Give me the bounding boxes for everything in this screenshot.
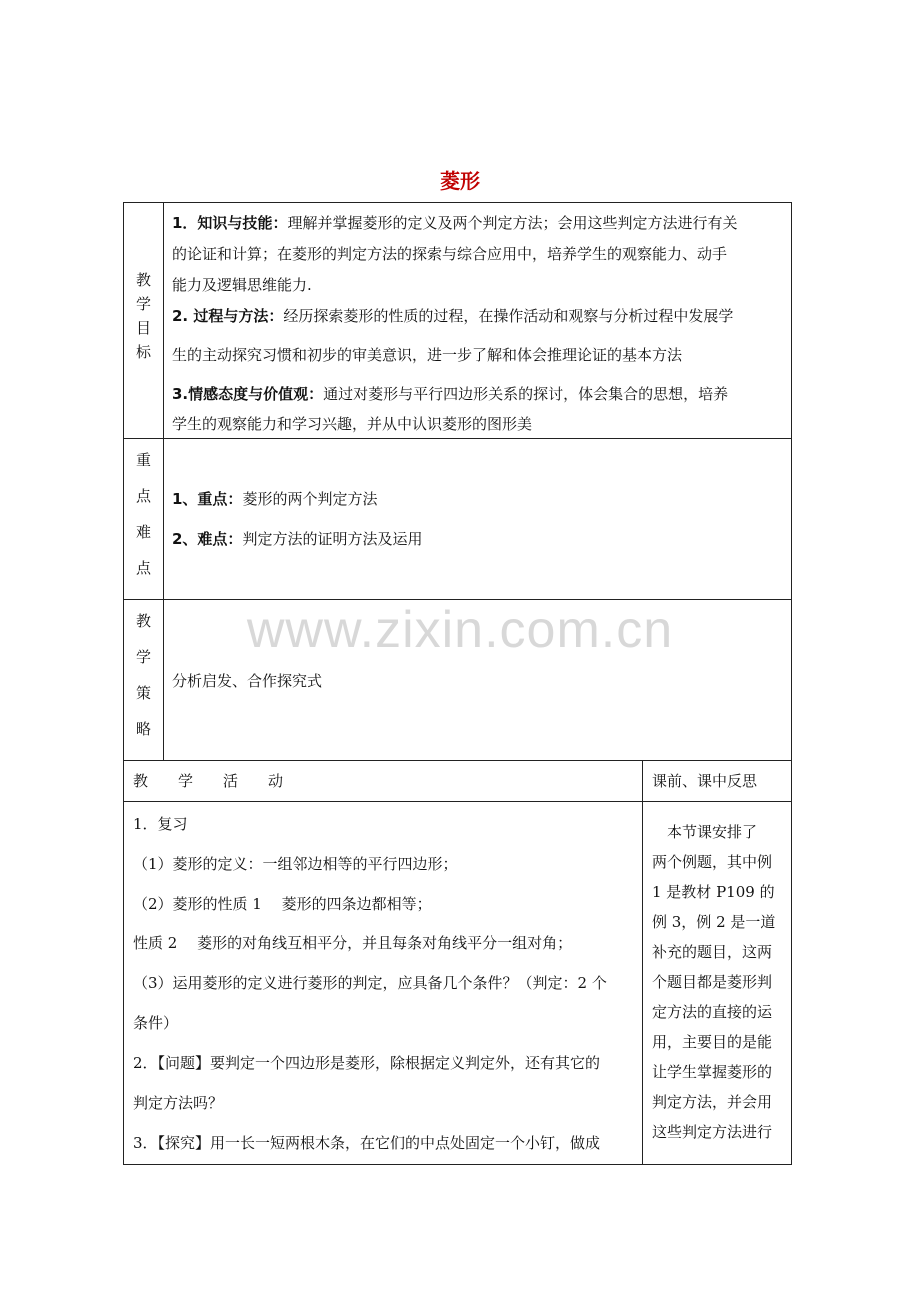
key-point-1 — [172, 489, 377, 509]
label-char: 教 — [135, 271, 151, 289]
objective-1-heading: 1．知识与技能： — [172, 214, 288, 232]
reflection-column-divider — [642, 760, 643, 1165]
row-divider-3 — [123, 760, 792, 761]
reflection-line: 定方法的直接的运 — [652, 1003, 773, 1021]
table-border-bottom — [123, 1164, 792, 1165]
reflection-line: 让学生掌握菱形的 — [652, 1063, 773, 1081]
strategy-text: 分析启发、合作探究式 — [172, 672, 323, 690]
label-char: 标 — [135, 343, 151, 361]
objective-3-line-1 — [172, 384, 728, 404]
key-points-label — [124, 442, 163, 586]
objectives-label — [124, 262, 163, 370]
objective-3-heading: 3.情感态度与价值观： — [172, 385, 324, 403]
watermark: www.zixin.com.cn — [246, 601, 674, 659]
objective-3-text: 通过对菱形与平行四边形关系的探讨，体会集合的思想，培养 — [323, 385, 729, 403]
reflection-line: 补充的题目，这两 — [652, 943, 773, 961]
reflection-line: 个题目都是菱形判 — [652, 973, 773, 991]
key-point-2 — [172, 529, 422, 549]
key-point-1-text: 菱形的两个判定方法 — [242, 490, 378, 508]
objective-1-line-3: 能力及逻辑思维能力. — [172, 276, 312, 294]
label-char: 点 — [135, 487, 151, 505]
row-divider-4 — [123, 801, 792, 802]
activity-line: （2）菱形的性质 1 菱形的四条边都相等； — [133, 895, 432, 913]
reflection-line: 1 是教材 P109 的 — [652, 883, 775, 901]
activity-line: 判定方法吗？ — [133, 1094, 224, 1112]
objective-1-text: 理解并掌握菱形的定义及两个判定方法；会用这些判定方法进行有关 — [287, 214, 738, 232]
key-point-1-heading: 1、重点： — [172, 490, 243, 508]
label-column-divider — [163, 202, 164, 760]
reflection-line: 本节课安排了 — [652, 823, 758, 841]
key-point-2-heading: 2、难点： — [172, 530, 243, 548]
activity-line: （3）运用菱形的定义进行菱形的判定，应具备几个条件？（判定：2 个 — [133, 974, 607, 992]
objective-3-line-2: 学生的观察能力和学习兴趣，并从中认识菱形的图形美 — [172, 415, 533, 433]
objective-2-line-1 — [172, 306, 733, 326]
reflection-header: 课前、课中反思 — [652, 772, 758, 790]
strategy-label — [124, 603, 163, 747]
row-divider-2 — [123, 599, 792, 600]
activity-line: （1）菱形的定义：一组邻边相等的平行四边形； — [133, 855, 458, 873]
label-char: 难 — [135, 523, 151, 541]
objective-1-line-1 — [172, 213, 737, 233]
activity-line: 条件） — [133, 1014, 179, 1032]
label-char: 略 — [135, 720, 151, 738]
reflection-line: 判定方法，并会用 — [652, 1093, 773, 1111]
label-char: 学 — [135, 648, 151, 666]
activity-header: 教 学 活 动 — [133, 772, 284, 790]
table-border-right — [791, 202, 792, 1165]
label-char: 策 — [135, 684, 151, 702]
label-char: 重 — [135, 451, 151, 469]
activity-line: 3．【探究】用一长一短两根木条，在它们的中点处固定一个小钉，做成 — [133, 1134, 601, 1152]
activity-line: 1．复习 — [133, 815, 188, 833]
table-border-top — [123, 202, 792, 203]
row-divider-1 — [123, 438, 792, 439]
objective-2-heading: 2. 过程与方法： — [172, 307, 284, 325]
activity-line: 2．【问题】要判定一个四边形是菱形，除根据定义判定外，还有其它的 — [133, 1054, 601, 1072]
reflection-line: 用，主要目的是能 — [652, 1033, 773, 1051]
label-char: 教 — [135, 612, 151, 630]
objective-2-line-2: 生的主动探究习惯和初步的审美意识，进一步了解和体会推理论证的基本方法 — [172, 346, 683, 364]
objective-1-line-2: 的论证和计算；在菱形的判定方法的探索与综合应用中，培养学生的观察能力、动手 — [172, 245, 728, 263]
reflection-line: 两个例题，其中例 — [652, 853, 773, 871]
label-char: 目 — [135, 319, 151, 337]
page-title: 菱形 — [440, 169, 480, 193]
label-char: 学 — [135, 295, 151, 313]
key-point-2-text: 判定方法的证明方法及运用 — [242, 530, 423, 548]
label-char: 点 — [135, 559, 151, 577]
objective-2-text: 经历探索菱形的性质的过程，在操作活动和观察与分析过程中发展学 — [283, 307, 734, 325]
reflection-line: 例 3，例 2 是一道 — [652, 913, 776, 931]
activity-line: 性质 2 菱形的对角线互相平分，并且每条对角线平分一组对角； — [133, 934, 573, 952]
reflection-line: 这些判定方法进行 — [652, 1123, 773, 1141]
